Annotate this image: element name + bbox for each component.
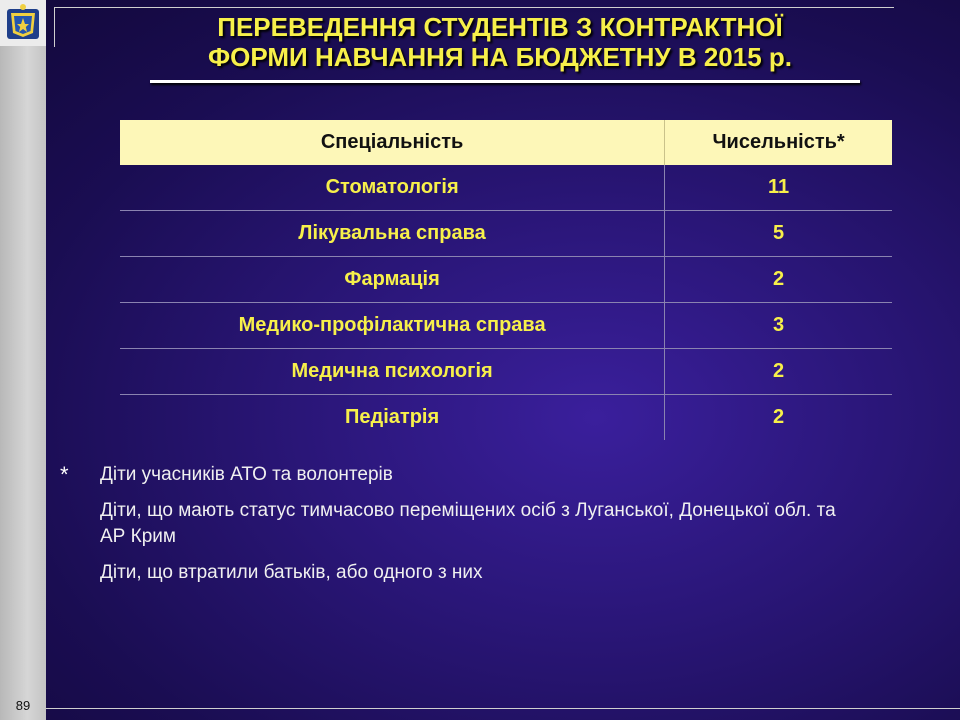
- transfer-table: [120, 120, 892, 440]
- bottom-divider-line: [46, 708, 960, 709]
- footnotes: [60, 462, 860, 596]
- footnote-marker: *: [60, 462, 69, 487]
- slide-title: [100, 12, 900, 72]
- left-sidebar-strip: [0, 0, 46, 720]
- title-underline: [150, 80, 860, 83]
- cell-specialty: Стоматологія: [120, 165, 665, 211]
- footnote-item: Діти учасників АТО та волонтерів: [100, 464, 393, 485]
- cell-count: 11: [665, 165, 892, 211]
- header-count: Чисельність*: [665, 120, 892, 165]
- table-row: [120, 165, 892, 211]
- table-row: [120, 349, 892, 395]
- cell-count: 2: [665, 349, 892, 395]
- cell-specialty: Лікувальна справа: [120, 211, 665, 257]
- table-row: [120, 211, 892, 257]
- cell-count: 3: [665, 303, 892, 349]
- title-line-2: ФОРМИ НАВЧАННЯ НА БЮДЖЕТНУ В 2015 р.: [207, 42, 793, 72]
- title-line-1: ПЕРЕВЕДЕННЯ СТУДЕНТІВ З КОНТРАКТНОЇ: [217, 12, 783, 42]
- header-vertical-line: [54, 7, 55, 47]
- cell-count: 2: [773, 406, 785, 428]
- table-row: [120, 303, 892, 349]
- cell-specialty: Медико-профілактична справа: [120, 303, 665, 349]
- top-divider-line: [54, 7, 894, 8]
- footnote-item: Діти, що втратили батьків, або одного з них: [100, 562, 483, 583]
- table-row: [120, 395, 892, 441]
- cell-specialty: Педіатрія: [120, 395, 665, 441]
- page-number: 89: [15, 698, 31, 713]
- cell-count: 5: [665, 211, 892, 257]
- cell-count: 2: [665, 257, 892, 303]
- cell-specialty: Фармація: [120, 257, 665, 303]
- table-header-row: [120, 120, 892, 165]
- table-row: [120, 257, 892, 303]
- cell-specialty: Медична психологія: [120, 349, 665, 395]
- footnote-item: Діти, що мають статус тимчасово переміщених осіб з Луганської, Донецької обл. та АР Крим: [100, 500, 836, 547]
- header-specialty: Спеціальність: [120, 120, 665, 165]
- logo-container: [0, 0, 46, 46]
- university-emblem-icon: [3, 3, 43, 43]
